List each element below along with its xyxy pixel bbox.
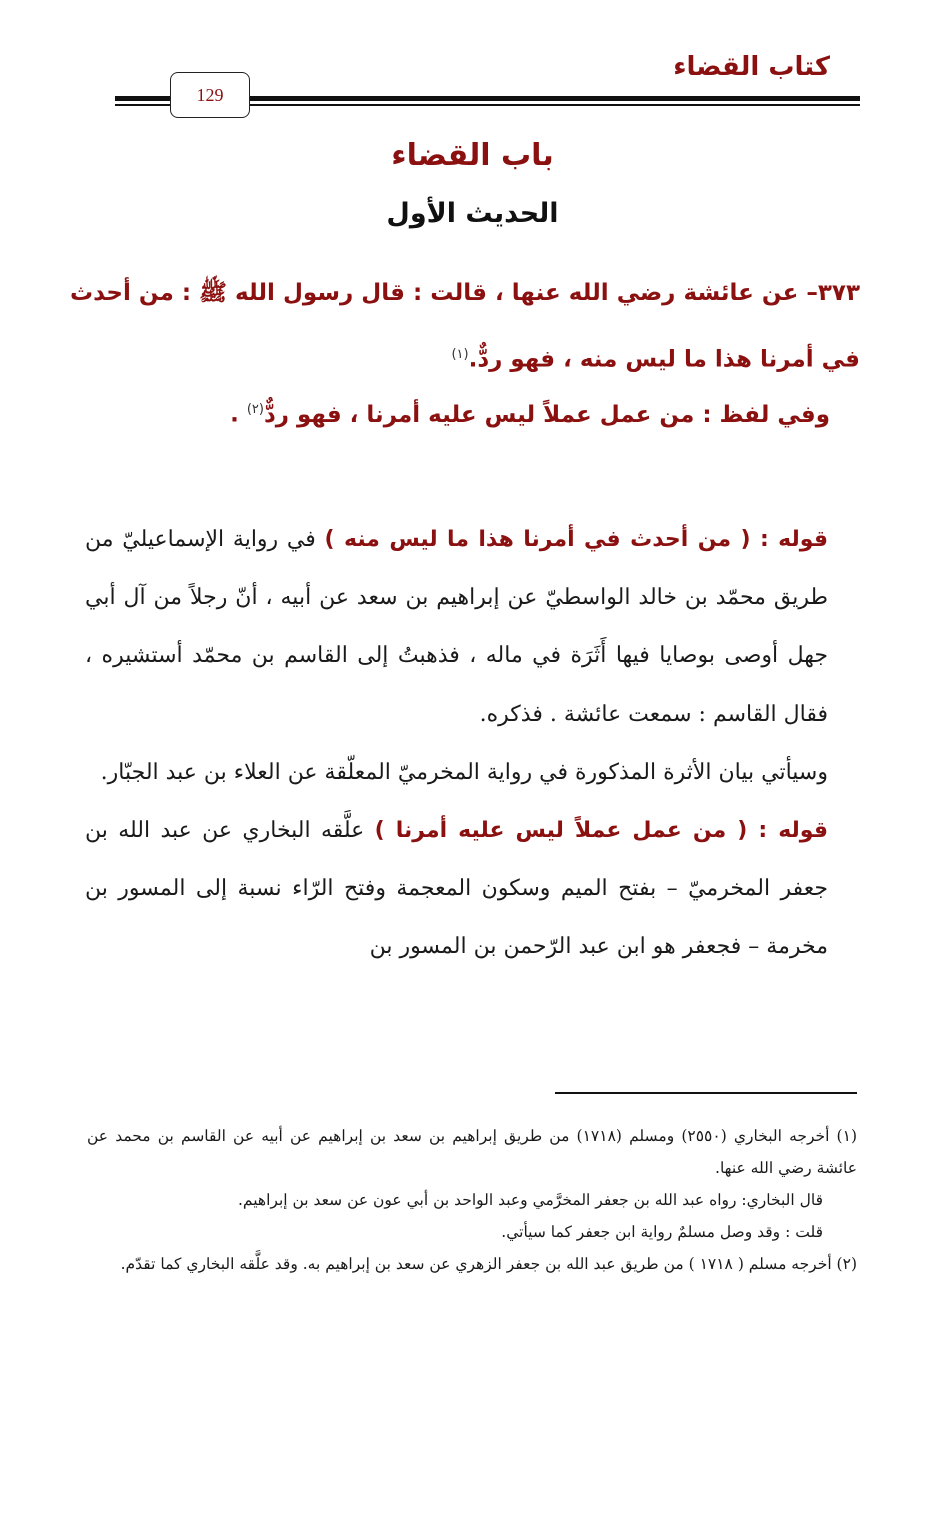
commentary-paragraph: [85, 511, 860, 744]
page-number-badge: 129: [170, 72, 250, 118]
hadith-title: الحديث الأول: [386, 198, 559, 229]
commentary-body: [85, 511, 860, 977]
hadith-variant-text: وفي لفظ : من عمل عملاً ليس عليه أمرنا ، فهو ردٌّ: [263, 401, 830, 428]
hadith-variant-line: [70, 384, 860, 441]
footnotes: [87, 1120, 857, 1280]
commentary-quote: قوله : ( من عمل عملاً ليس عليه أمرنا ): [374, 818, 828, 844]
hadith-text: [70, 262, 860, 391]
footnote-marker-2[interactable]: (٢): [246, 402, 264, 417]
commentary-paragraph: [85, 802, 860, 977]
commentary-quote: قوله : ( من أحدث في أمرنا هذا ما ليس منه ): [324, 527, 828, 552]
hadith-variant-end: .: [230, 401, 247, 428]
footnote-1-note: قال البخاري: رواه عبد الله بن جعفر المخرَّمي وعبد الواحد بن أبي عون عن سعد بن إبراهيم.: [238, 1191, 823, 1209]
chapter-title: باب القضاء: [391, 138, 554, 173]
hadith-main-text: ٣٧٣– عن عائشة رضي الله عنها ، قالت : قال رسول الله ﷺ : من أحدث في أمرنا هذا ما ليس منه ، فهو ردٌّ.: [70, 280, 860, 373]
commentary-text: علَّقه البخاري عن عبد الله بن جعفر المخرميّ – بفتح الميم وسكون المعجمة وفتح الرّاء نسبة إلى المسور بن مخرمة – فجعفر هو ابن عبد الرّحمن بن المسور بن: [85, 818, 828, 960]
running-title: كتاب القضاء: [673, 52, 830, 82]
footnote-2: (٢) أخرجه مسلم ( ١٧١٨ ) من طريق عبد الله بن جعفر الزهري عن سعد بن إبراهيم به. وقد علَّقه البخاري كما تقدّم.: [120, 1255, 857, 1273]
commentary-paragraph: [85, 744, 860, 802]
commentary-text: وسيأتي بيان الأثرة المذكورة في رواية المخرميّ المعلّقة عن العلاء بن عبد الجبّار.: [100, 759, 828, 785]
footnote-marker-1[interactable]: (١): [451, 347, 469, 362]
footnote-separator: [555, 1092, 857, 1094]
footnote-1: (١) أخرجه البخاري (٢٥٥٠) ومسلم (١٧١٨) من طريق إبراهيم بن سعد بن إبراهيم عن أبيه عن القاسم بن محمد عن عائشة رضي الله عنها.: [87, 1127, 857, 1177]
footnote-1-remark: قلت : وقد وصل مسلمٌ رواية ابن جعفر كما سيأتي.: [501, 1223, 823, 1241]
commentary-text: في رواية الإسماعيليّ من طريق محمّد بن خالد الواسطيّ عن إبراهيم بن سعد عن أبيه ، أنّ رجلاً من آل أبي جهل أوصى بوصايا فيها أَثَرَة في ماله ، فذهبتُ إلى القاسم بن محمّد أستشيره ، فقال القاسم : سمعت عائشة . فذكره.: [85, 527, 828, 727]
